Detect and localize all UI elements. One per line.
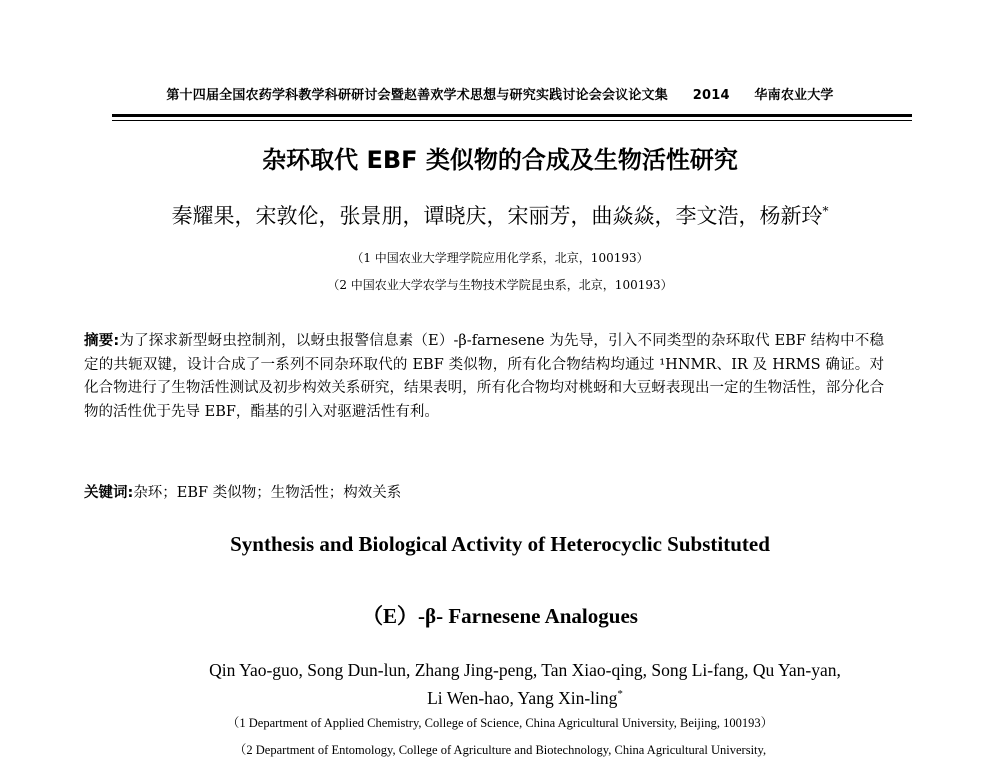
abstract-text: 为了探求新型蚜虫控制剂，以蚜虫报警信息素（E）-β-farnesene 为先导，引入不同类型的杂环取代 EBF 结构中不稳定的共轭双键，设计合成了一系列不同杂环取代的 EBF 类似物，所有化合物结构均通过 ¹HNMR、IR 及 HRMS 确证。对化合物进行了生物活性测试及初步构效关系研究，结果表明，所有化合物均对桃蚜和大豆蚜表现出一定的生物活性，部分化合物的活性优于先导 EBF，酯基的引入对驱避活性有利。 [84,333,884,420]
running-header [0,84,1000,103]
author-star-cn: * [822,204,829,218]
title-en-line1: Synthesis and Biological Activity of Heterocyclic Substituted [230,532,770,556]
authors-en-line1: Qin Yao-guo, Song Dun-lun, Zhang Jing-peng, Tan Xiao-qing, Song Li-fang, Qu Yan-yan, [209,660,841,680]
title-cn: 杂环取代 EBF 类似物的合成及生物活性研究 [262,146,738,174]
affiliation-en-2: （2 Department of Entomology, College of Agriculture and Biotechnology, China Agricultural University, [233,743,767,757]
authors-cn [0,200,1000,230]
header-university: 华南农业大学 [754,88,834,103]
authors-cn-text: 秦耀果，宋敦伦，张景朋，谭晓庆，宋丽芳，曲焱焱，李文浩，杨新玲 [171,204,823,228]
affiliation-cn-2: （2 中国农业大学农学与生物技术学院昆虫系，北京，100193） [327,278,673,292]
keywords-label: 关键词: [84,485,134,501]
affiliation-en-1: （1 Department of Applied Chemistry, College of Science, China Agricultural University, Beijing, 100193） [226,716,774,730]
authors-en [150,658,900,710]
title-en-line2: （E）-β- Farnesene Analogues [362,604,638,628]
header-conference: 第十四届全国农药学科教学科研研讨会暨赵善欢学术思想与研究实践讨论会会议论文集 [166,88,668,103]
authors-en-line2-wrap [150,682,900,710]
keywords-cn [84,481,401,502]
abstract-cn [84,330,884,424]
header-rule-thick [112,114,912,117]
keywords-text: 杂环；EBF 类似物；生物活性；构效关系 [133,485,402,501]
author-star-en: * [617,688,623,700]
header-rule-thin [112,120,912,121]
authors-en-line2: Li Wen-hao, Yang Xin-ling [427,687,618,708]
abstract-label: 摘要: [84,333,120,349]
affiliation-cn-1: （1 中国农业大学理学院应用化学系，北京，100193） [351,251,649,265]
header-year: 2014 [692,88,730,103]
